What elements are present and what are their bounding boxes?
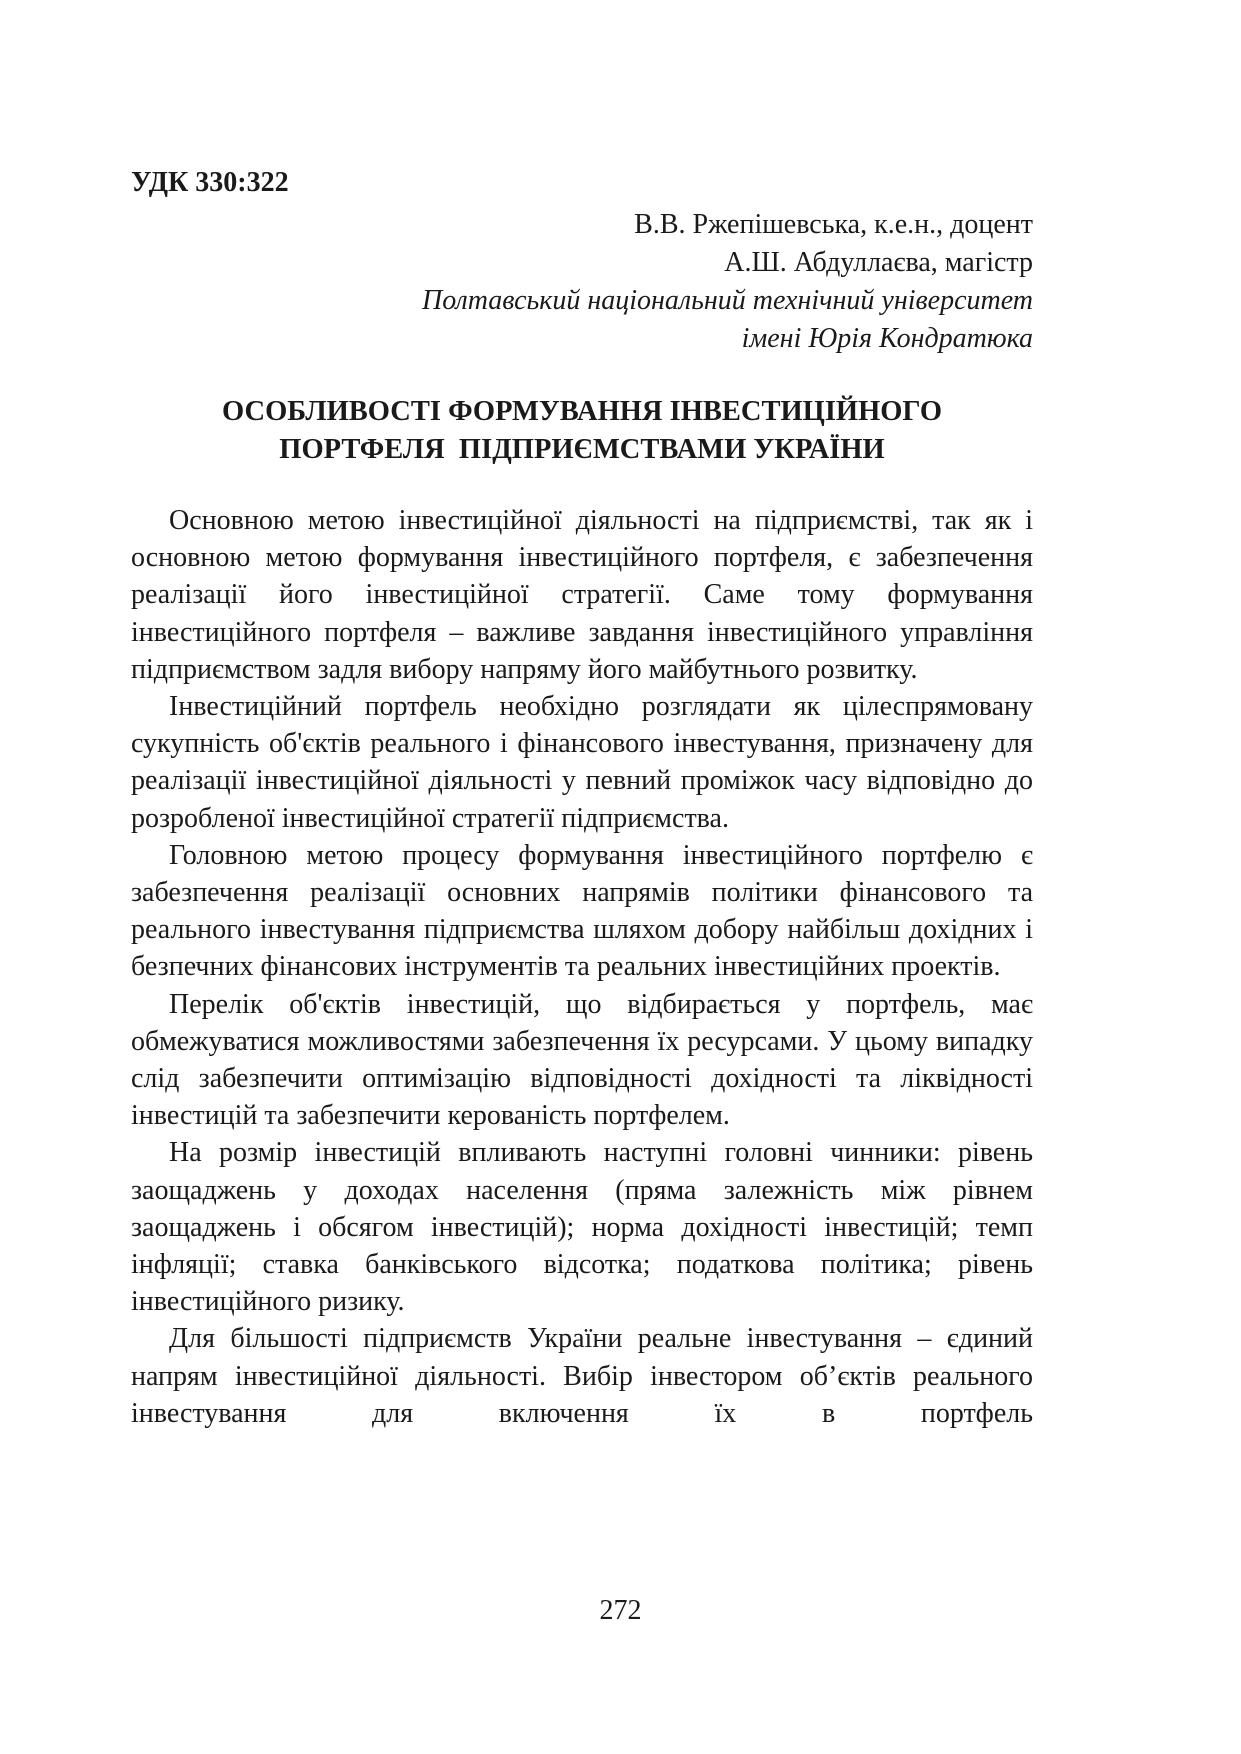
author-1: В.В. Ржепішевська, к.е.н., доцент bbox=[634, 209, 1033, 240]
page-number: 272 bbox=[599, 1595, 642, 1626]
author-2: А.Ш. Абдуллаєва, магістр bbox=[724, 247, 1033, 278]
title-line-1: ОСОБЛИВОСТІ ФОРМУВАННЯ ІНВЕСТИЦІЙНОГО bbox=[221, 396, 943, 427]
body-paragraph-3: Головною метою процесу формування інвестиційного портфелю є забезпечення реалізації основних напрямів політики фінансового та реального інвестування підприємства шляхом добору найбільш дохідних і безпечних фінансових інструментів та реальних інвестиційних проектів. bbox=[131, 839, 1033, 983]
title-line-2: ПОРТФЕЛЯ ПІДПРИЄМСТВАМИ УКРАЇНИ bbox=[279, 434, 885, 465]
article-title bbox=[131, 393, 1033, 469]
body-paragraph-5: На розмір інвестицій впливають наступні головні чинники: рівень заощаджень у доходах населення (пряма залежність між рівнем заощаджень і обсягом інвестицій); норма дохідності інвестицій; темп інфляції; ставка банківського відсотка; податкова політика; рівень інвестиційного ризику. bbox=[131, 1137, 1033, 1318]
author-block bbox=[233, 206, 1033, 358]
body-paragraph-2: Інвестиційний портфель необхідно розглядати як цілеспрямовану сукупність об'єктів реального і фінансового інвестування, призначену для реалізації інвестиційної діяльності у певний проміжок часу відповідно до розробленої інвестиційної стратегії підприємства. bbox=[131, 691, 1033, 834]
affiliation-line-2: імені Юрія Кондратюка bbox=[741, 323, 1033, 354]
udk-code: УДК 330:322 bbox=[131, 167, 289, 198]
body-paragraph-1: Основною метою інвестиційної діяльності на підприємстві, так як і основною метою формування інвестиційного портфеля, є забезпечення реалізації його інвестиційної стратегії. Саме тому формування інвестиційного портфеля – важливе завдання інвестиційного управління підприємством задля вибору напряму його майбутнього розвитку. bbox=[131, 505, 1033, 685]
body-paragraph-4: Перелік об'єктів інвестицій, що відбирається у портфель, має обмежуватися можливостями забезпечення їх ресурсами. У цьому випадку слід забезпечити оптимізацію відповідності дохідності та ліквідності інвестицій та забезпечити керованість портфелем. bbox=[131, 988, 1033, 1132]
body-paragraph-6: Для більшості підприємств України реальне інвестування – єдиний напрям інвестиційної діяльності. Вибір інвестором об’єктів реального інвестування для включення їх в портфель bbox=[131, 1323, 1033, 1429]
affiliation-line-1: Полтавський національний технічний університет bbox=[422, 285, 1033, 316]
article-body bbox=[131, 502, 1033, 1432]
